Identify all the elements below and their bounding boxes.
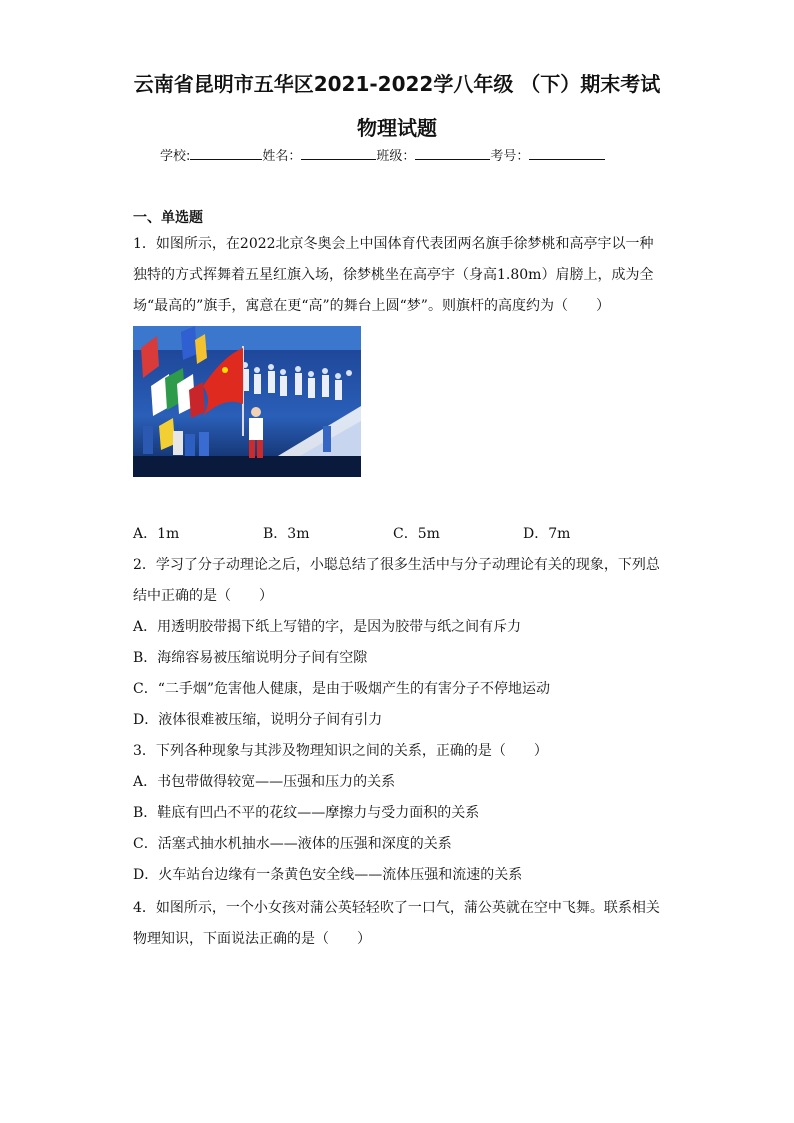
student-info-row	[160, 145, 640, 164]
question-2-line-1: 2．学习了分子动理论之后，小聪总结了很多生活中与分子动理论有关的现象，下列总	[133, 557, 660, 573]
name-label: 姓名：	[262, 149, 302, 164]
question-3-option-b[interactable]: B．鞋底有凹凸不平的花纹——摩擦力与受力面积的关系	[133, 805, 480, 821]
school-blank[interactable]	[190, 147, 262, 160]
question-1-options	[133, 523, 653, 543]
question-1-line-1: 1．如图所示，在2022北京冬奥会上中国体育代表团两名旗手徐梦桃和高亭宇以一种	[133, 236, 654, 252]
page-subtitle: 物理试题	[357, 116, 437, 140]
question-1-line-3: 场“最高的”旗手，寓意在更“高”的舞台上圆“梦”。则旗杆的高度约为（ ）	[133, 298, 610, 314]
question-2-option-b[interactable]: B．海绵容易被压缩说明分子间有空隙	[133, 650, 368, 666]
question-1-line-2: 独特的方式挥舞着五星红旗入场，徐梦桃坐在高亭宇（身高1.80m）肩膀上，成为全	[133, 267, 654, 283]
question-4-line-1: 4．如图所示，一个小女孩对蒲公英轻轻吹了一口气，蒲公英就在空中飞舞。联系相关	[133, 900, 660, 916]
question-4-line-2: 物理知识，下面说法正确的是（ ）	[133, 931, 371, 947]
question-2-option-d[interactable]: D．液体很难被压缩，说明分子间有引力	[133, 712, 383, 728]
question-3-option-d[interactable]: D．火车站台边缘有一条黄色安全线——流体压强和流速的关系	[133, 867, 523, 883]
question-1-photo	[133, 326, 361, 477]
question-1-option-a[interactable]: A．1m	[133, 526, 180, 542]
class-blank[interactable]	[415, 147, 490, 160]
question-3-line-1: 3．下列各种现象与其涉及物理知识之间的关系，正确的是（ ）	[133, 743, 548, 759]
school-label: 学校:	[160, 149, 191, 164]
name-blank[interactable]	[301, 147, 376, 160]
class-label: 班级：	[376, 149, 416, 164]
question-2-option-c[interactable]: C．“二手烟”危害他人健康，是由于吸烟产生的有害分子不停地运动	[133, 681, 551, 697]
question-1-option-b[interactable]: B．3m	[263, 526, 310, 542]
question-3-option-a[interactable]: A．书包带做得较宽——压强和压力的关系	[133, 774, 396, 790]
section-heading: 一、单选题	[133, 210, 203, 226]
page-title: 云南省昆明市五华区2021-2022学八年级 （下）期末考试	[133, 72, 661, 96]
exam-no-label: 考号：	[490, 149, 530, 164]
question-2-line-2: 结中正确的是（ ）	[133, 588, 273, 604]
olympic-flag-bearers-image	[133, 326, 361, 477]
exam-no-blank[interactable]	[529, 147, 605, 160]
question-2-option-a[interactable]: A．用透明胶带揭下纸上写错的字，是因为胶带与纸之间有斥力	[133, 619, 522, 635]
question-1-option-d[interactable]: D．7m	[523, 526, 571, 542]
question-1-option-c[interactable]: C．5m	[393, 526, 440, 542]
question-3-option-c[interactable]: C．活塞式抽水机抽水——液体的压强和深度的关系	[133, 836, 452, 852]
